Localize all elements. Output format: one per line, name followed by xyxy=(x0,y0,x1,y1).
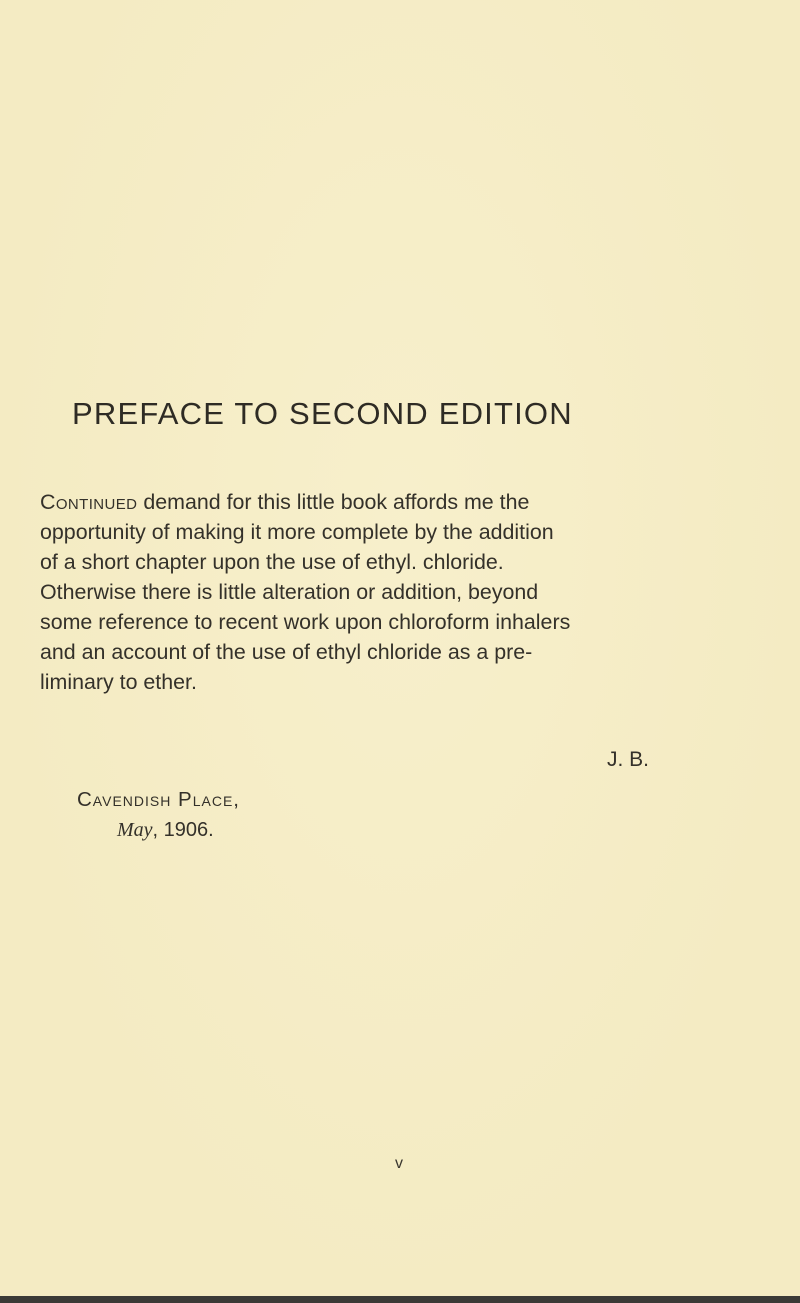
date-line xyxy=(117,819,214,842)
place-line: Cavendish Place, xyxy=(77,788,240,811)
paragraph-line: and an account of the use of ethyl chloride as a pre- xyxy=(40,640,533,664)
line-text: demand for this little book affords me the xyxy=(137,490,530,514)
paragraph-line: of a short chapter upon the use of ethyl. chloride. xyxy=(40,550,504,574)
paragraph-line: some reference to recent work upon chloroform inhalers xyxy=(40,610,571,634)
paragraph-line: opportunity of making it more complete by the addition xyxy=(40,520,554,544)
preface-paragraph xyxy=(40,487,660,697)
date-year: , 1906. xyxy=(152,819,214,841)
page-title: PREFACE TO SECOND EDITION xyxy=(72,396,573,431)
author-initials: J. B. xyxy=(607,748,650,771)
paragraph-line: liminary to ether. xyxy=(40,670,197,694)
paragraph-line xyxy=(40,487,660,517)
lead-word: Continued xyxy=(40,490,138,514)
paragraph-line: Otherwise there is little alteration or addition, beyond xyxy=(40,580,539,604)
page-number: v xyxy=(395,1155,403,1172)
page-bottom-edge xyxy=(0,1296,800,1303)
date-month: May xyxy=(117,819,153,841)
